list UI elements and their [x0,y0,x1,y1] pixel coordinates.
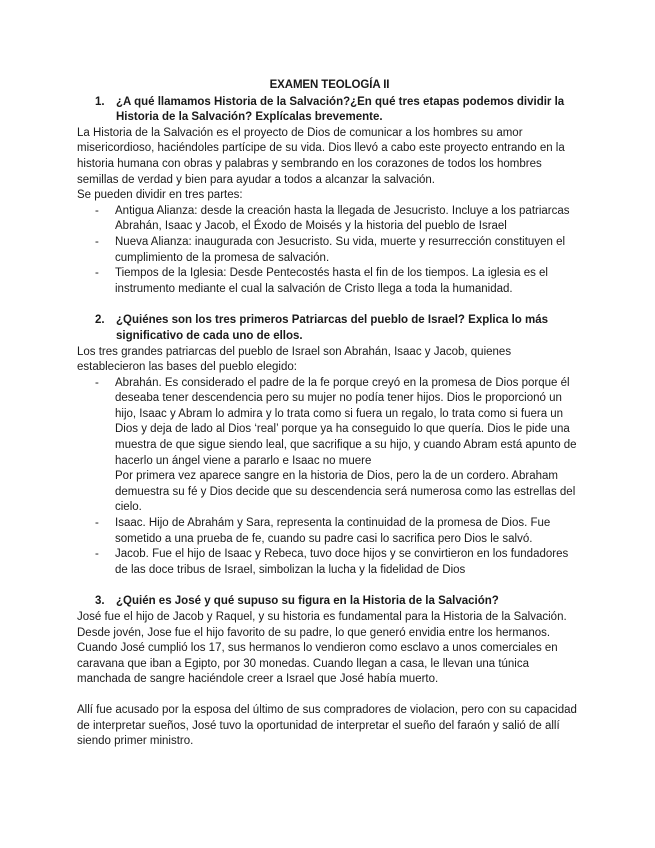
list-item [77,376,582,516]
list-item [77,516,582,547]
list-item [77,547,582,578]
answer-1-lead: Se pueden dividir en tres partes: [77,189,243,202]
answer-2-intro: Los tres grandes patriarcas del pueblo de Israel son Abrahán, Isaac y Jacob, quienes establecieron las bases del pueblo elegido: [77,345,512,374]
question-1-number: 1. [95,95,105,108]
dash-marker: - [95,548,99,561]
question-3 [77,594,582,610]
dash-marker: - [95,517,99,530]
answer-3-paragraph: Allí fue acusado por la esposa del último de sus compradores de violacion, pero con su capacidad de interpretar sueños, José tuvo la oportunidad de interpretar el sueño del faraón y salió de allí siendo primer ministro. [77,703,577,748]
list-item-continuation: Por primera vez aparece sangre en la historia de Dios, pero la de un cordero. Abraham demuestra su fé y Dios decide que su descendencia será numerosa como las estrellas del cielo. [115,470,576,514]
list-item-text: Tiempos de la Iglesia: Desde Pentecostés hasta el fin de los tiempos. La iglesia es el instrumento mediante el cual la salvación de Cristo llega a toda la humanidad. [115,267,548,295]
question-2 [77,313,582,344]
question-3-text: ¿Quién es José y qué supuso su figura en la Historia de la Salvación? [116,595,499,608]
question-2-number: 2. [95,314,105,327]
list-item-text: Antigua Alianza: desde la creación hasta la llegada de Jesucristo. Incluye a los patriarcas Abrahán, Isaac y Jacob, el Éxodo de Moisés y la historia del pueblo de Israel [115,204,570,233]
list-item-text: Jacob. Fue el hijo de Isaac y Rebeca, tuvo doce hijos y se convirtieron en los fundadores de las doce tribus de Israel, simbolizan la lucha y la fidelidad de Dios [115,548,569,576]
answer-2-list [77,376,582,579]
question-1 [77,95,582,126]
dash-marker: - [95,376,99,389]
list-item-abrahan [115,376,582,516]
list-item [77,204,582,235]
dash-marker: - [95,267,99,280]
answer-3-paragraph: José fue el hijo de Jacob y Raquel, y su historia es fundamental para la Historia de la Salvación. Desde jovén, Jose fue el hijo favorito de su padre, lo que generó envidia entre los hermanos. Cuando José cumplió los 17, sus hermanos lo vendieron como esclavo a unos comerciales en caravana que iban a Egipto, por 30 monedas. Cuando llegan a casa, le llevan una túnica manchada de sangre haciéndole creer a Israel que José había muerto. [77,611,567,686]
answer-1-list [77,204,582,298]
dash-marker: - [95,235,99,248]
list-item [77,266,582,297]
question-3-number: 3. [95,595,105,608]
question-2-text: ¿Quiénes son los tres primeros Patriarcas del pueblo de Israel? Explica lo más significativo de cada uno de ellos. [116,314,549,342]
list-item-text: Abrahán. Es considerado el padre de la fe porque creyó en la promesa de Dios porque él deseaba tener descendencia pero su mujer no podía tener hijos. Dios le proporcionó un hijo, Isaac y Abram lo admira y lo trata como si fuera un regalo, lo trata como si fuera un Dios y deja de lado al Dios ‘real’ porque ya ha conseguido lo que quería. Dios le pide una muestra de que sigue siendo leal, que sacrifique a su hijo, y cuando Abram está apunto de hacerlo un ángel viene a pararlo e Isaac no muere [115,376,577,467]
list-item-text: Nueva Alianza: inaugurada con Jesucristo. Su vida, muerte y resurrección constituyen el cumplimiento de la promesa de salvación. [115,235,566,264]
answer-1-intro: La Historia de la Salvación es el proyecto de Dios de comunicar a los hombres su amor misericordioso, haciéndoles partícipe de su vida. Dios llevó a cabo este proyecto entrando en la historia humana con obras y palabras y sembrando en los corazones de todos los hombres semillas de verdad y bien para ayudar a todos a alcanzar la salvación. [77,126,565,186]
document-page [77,78,582,750]
list-item-text: Isaac. Hijo de Abrahám y Sara, representa la continuidad de la promesa de Dios. Fue sometido a una prueba de fe, cuando su padre casi lo sacrifica pero Dios le salvó. [115,517,551,545]
list-item [77,235,582,266]
dash-marker: - [95,204,99,217]
exam-title: EXAMEN TEOLOGÍA II [269,79,390,91]
question-1-text: ¿A qué llamamos Historia de la Salvación?¿En qué tres etapas podemos dividir la Historia de la Salvación? Explícalas brevemente. [116,95,565,124]
